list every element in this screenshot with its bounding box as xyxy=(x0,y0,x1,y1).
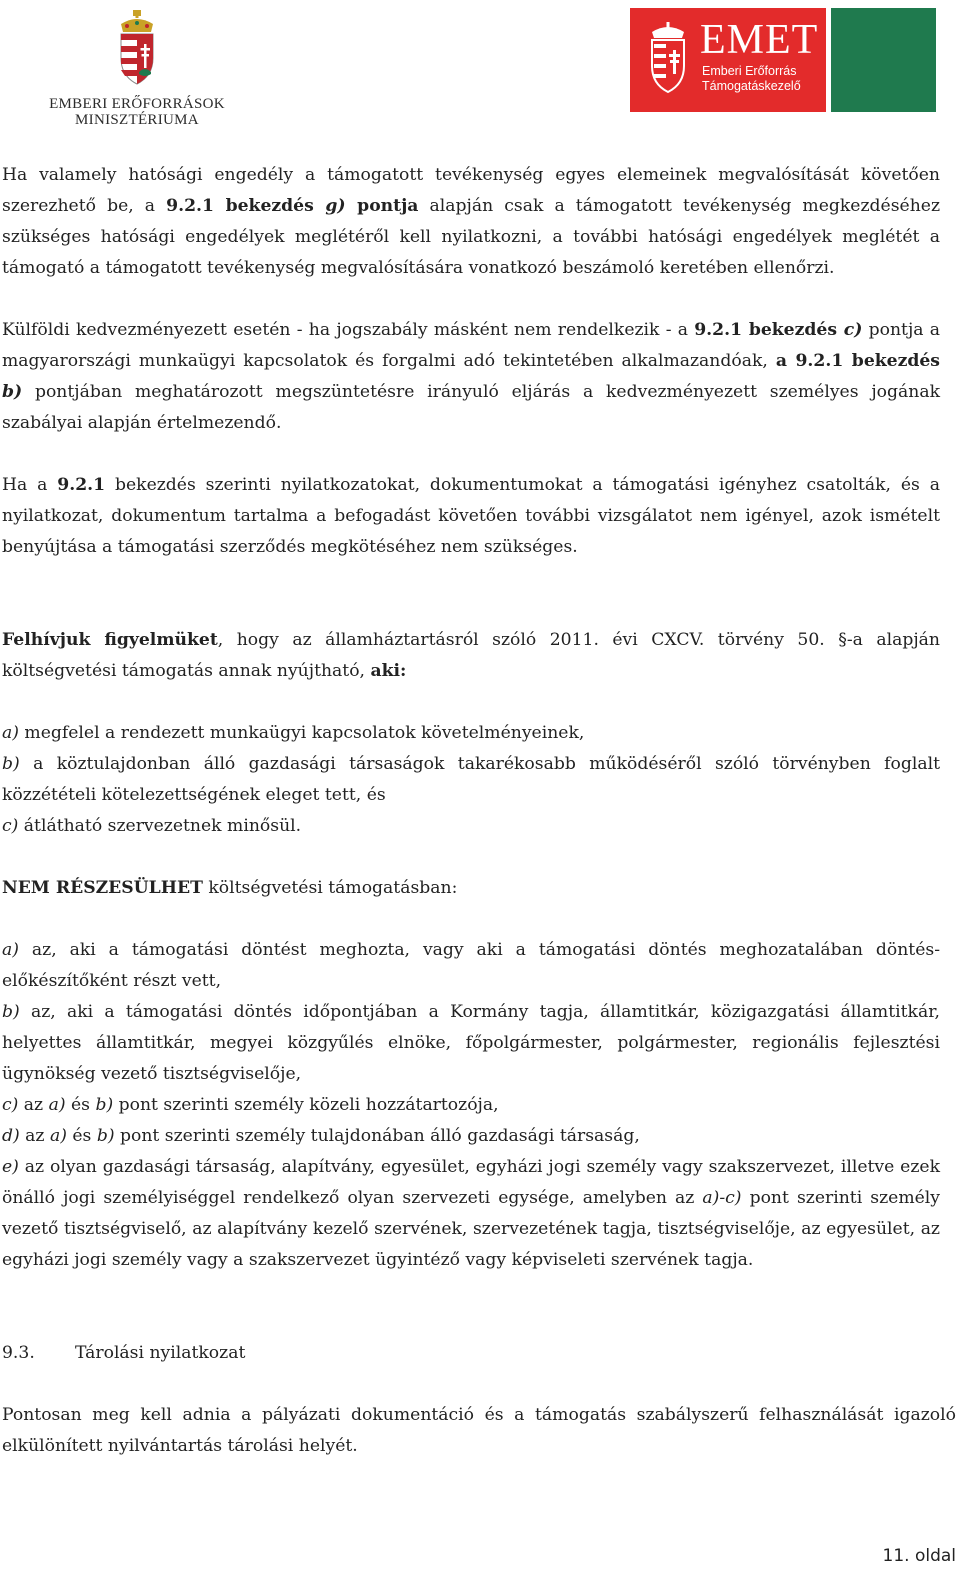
paragraph-permits xyxy=(2,160,940,284)
list-ref: b) xyxy=(95,1095,114,1115)
page-number: 11. oldal xyxy=(882,1546,956,1566)
bold-text: a 9.2.1 bekezdés xyxy=(775,351,940,371)
text: , hogy az államháztartásról szóló 2011. évi CXCV. törvény 50. §-a alapján költségvetési támogatás annak nyújtható, xyxy=(2,630,940,681)
text: Ha valamely hatósági engedély a támogatott tevékenység egyes elemeinek megvalósítását követően szerezhető be, a xyxy=(2,165,940,216)
list-letter: b) xyxy=(2,754,20,774)
section-number: 9.3. xyxy=(2,1343,35,1363)
list-ref: a)-c) xyxy=(702,1188,742,1208)
text: pontja a magyarországi munkaügyi kapcsolatok és forgalmi adó tekintetében alkalmazandóak, xyxy=(2,320,940,371)
list-text: és xyxy=(66,1126,97,1146)
emet-logo-name: EMET xyxy=(700,17,819,63)
paragraph-storage: Pontosan meg kell adnia a pályázati dokumentáció és a támogatás szabályszerű felhasználását igazoló elkülönített nyilvántartás tárolási helyét. xyxy=(2,1405,956,1456)
list-letter: d) xyxy=(2,1126,20,1146)
bold-italic-text: g) xyxy=(325,196,346,216)
bold-text: 9.2.1 bekezdés xyxy=(694,320,844,340)
list-text: az, aki a támogatási döntést meghozta, vagy aki a támogatási döntés meghozatalában döntés-előkészítőként részt vett, xyxy=(2,940,940,991)
list-letter: e) xyxy=(2,1157,19,1177)
ministry-name-line-1: EMBERI ERŐFORRÁSOK xyxy=(49,96,225,112)
paragraph-not-eligible xyxy=(2,873,940,904)
list-letter: a) xyxy=(2,723,19,743)
bold-italic-text: c) xyxy=(843,320,863,340)
list-ref: a) xyxy=(48,1095,66,1115)
list-ref: b) xyxy=(96,1126,115,1146)
list-text: pont szerinti személy tulajdonában álló gazdasági társaság, xyxy=(114,1126,640,1146)
text: pontjában meghatározott megszüntetésre irányuló eljárás a kedvezményezett személyes jogának szabályai alapján értelmezendő. xyxy=(2,382,940,433)
list-item-excluded-d xyxy=(2,1121,940,1152)
text: alapján csak a támogatott tevékenység megkezdéséhez szükséges hatósági engedélyek meglétéről kell nyilatkozni, a további hatósági engedélyek meglétét a támogató a támogatott tevékenység megvalósítására vonatkozó beszámoló keretében ellenőrzi. xyxy=(2,196,940,278)
paragraph-attention xyxy=(2,625,940,687)
list-letter: c) xyxy=(2,1095,19,1115)
bold-text: pontja xyxy=(345,196,419,216)
page-header xyxy=(0,0,960,140)
list-item-eligible-c xyxy=(2,811,940,842)
list-item-excluded-c xyxy=(2,1090,940,1121)
bold-text: NEM RÉSZESÜLHET xyxy=(2,878,203,898)
document-body xyxy=(2,160,956,1462)
list-text: megfelel a rendezett munkaügyi kapcsolatok követelményeinek, xyxy=(18,723,585,743)
bold-text: 9.2.1 bekezdés xyxy=(166,196,326,216)
list-text: az xyxy=(19,1126,50,1146)
section-title: Tárolási nyilatkozat xyxy=(75,1343,246,1363)
bold-italic-text: b) xyxy=(2,382,23,402)
ministry-name-line-2: MINISZTÉRIUMA xyxy=(75,112,199,128)
list-item-excluded-e xyxy=(2,1152,940,1276)
ministry-logo xyxy=(48,10,226,128)
bold-text: aki: xyxy=(370,661,407,681)
emet-emblem-icon xyxy=(648,22,688,96)
emet-logo-green-block xyxy=(831,8,936,112)
text: bekezdés szerinti nyilatkozatokat, dokumentumokat a támogatási igényhez csatolták, és a nyilatkozat, dokumentum tartalma a befogadást követően további vizsgálatot nem igényel, azok ismételt benyújtása a támogatási szerződés megkötéséhez nem szükséges. xyxy=(2,475,940,557)
list-text: az olyan gazdasági társaság, alapítvány, egyesület, egyházi jogi személy vagy szakszervezet, illetve ezek önálló jogi személyiséggel rendelkező olyan szervezeti egysége, amelyben az xyxy=(2,1157,940,1208)
text: Külföldi kedvezményezett esetén - ha jogszabály másként nem rendelkezik - a xyxy=(2,320,695,340)
list-text: a köztulajdonban álló gazdasági társaságok takarékosabb működéséről szóló törvényben foglalt közzétételi kötelezettségének eleget tett, és xyxy=(2,754,940,805)
bold-text: 9.2.1 xyxy=(57,475,106,495)
list-letter: c) xyxy=(2,816,19,836)
list-text: átlátható szervezetnek minősül. xyxy=(18,816,302,836)
bold-text: Felhívjuk figyelmüket xyxy=(2,630,218,650)
emet-logo xyxy=(630,8,826,112)
list-item-eligible-a xyxy=(2,718,940,749)
emet-subtitle-line-1: Emberi Erőforrás xyxy=(702,64,797,78)
text: Ha a xyxy=(2,475,58,495)
hungarian-coat-of-arms-icon xyxy=(115,10,159,90)
emet-subtitle-line-2: Támogatáskezelő xyxy=(702,79,801,93)
paragraph-foreign-beneficiary xyxy=(2,315,940,439)
list-letter: b) xyxy=(2,1002,20,1022)
list-item-eligible-b xyxy=(2,749,940,811)
emet-logo-subtitle xyxy=(702,64,801,94)
list-text: az, aki a támogatási döntés időpontjában a Kormány tagja, államtitkár, közigazgatási államtitkár, helyettes államtitkár, megyei közgyűlés elnöke, főpolgármester, polgármester, regionális fejlesztési ügynökség vezető tisztségviselője, xyxy=(2,1002,940,1084)
list-ref: a) xyxy=(49,1126,67,1146)
list-letter: a) xyxy=(2,940,19,960)
paragraph-declarations xyxy=(2,470,940,563)
list-text: és xyxy=(65,1095,96,1115)
text: költségvetési támogatásban: xyxy=(202,878,458,898)
list-item-excluded-b xyxy=(2,997,940,1090)
list-item-excluded-a xyxy=(2,935,940,997)
list-text: pont szerinti személy vezető tisztségviselő, az alapítvány kezelő szervének, szervezetének tagja, tisztségviselője, az egyesület, az egyházi jogi személy vagy a szakszervezet ügyintéző vagy képviseleti szervének tagja. xyxy=(2,1188,940,1270)
section-heading xyxy=(2,1338,940,1369)
list-text: az xyxy=(18,1095,49,1115)
list-text: pont szerinti személy közeli hozzátartozója, xyxy=(113,1095,499,1115)
